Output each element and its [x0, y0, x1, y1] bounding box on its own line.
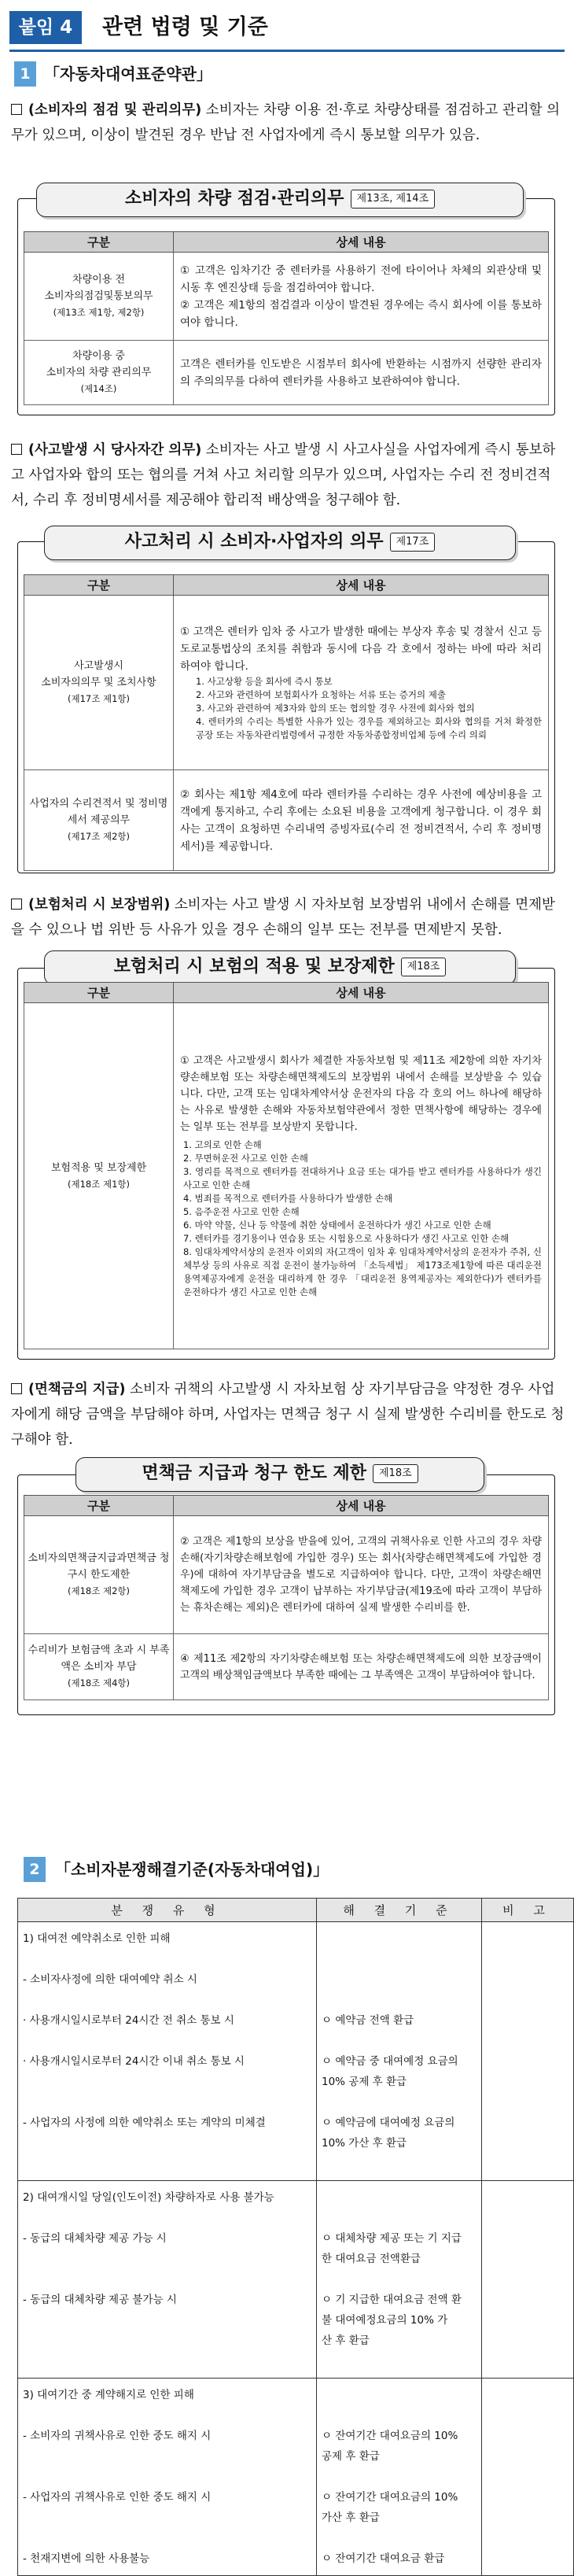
insurance-scope-table	[24, 982, 549, 1349]
row-category: 소비자의면책금지급과면책금 청구시 한도제한 (제18조 제2항)	[24, 1516, 174, 1634]
row-category: 수리비가 보험금액 초과 시 부족액은 소비자 부담 (제18조 제4항)	[24, 1634, 174, 1700]
page-header	[0, 0, 574, 52]
row-detail: ② 고객은 제1항의 보상을 받을에 있어, 고객의 귀책사유로 인한 사고의 경우 차량손해(자기차량손해보험에 가입한 경우) 또는 회사(차량손해면책제도에 가입한 경우)에 대하여 자기부담금을 별도로 지급하여야 합니다. 다만, 고객이 차량손해면책제도에 가입한 경우 고객이 납부하는 자기부담금(제19조에 따라 고객이 부담하는 휴차손해는 제외)은 렌터카에 대하여 실제 발생한 수리비를 한.	[174, 1516, 549, 1634]
col-header-detail: 상세 내용	[174, 983, 549, 1003]
section-number: 1	[14, 61, 36, 87]
paragraph-heading: (소비자의 점검 및 관리의무)	[28, 102, 202, 118]
box-title-banner	[36, 183, 524, 217]
box-title: 면책금 지급과 청구 한도 제한	[142, 1463, 366, 1483]
detail-item: 2. 사고와 관련하여 보험회사가 요청하는 서류 또는 증거의 제출	[196, 689, 446, 700]
inspection-duty-table	[24, 231, 549, 405]
col-header-detail: 상세 내용	[174, 575, 549, 596]
box-title: 사고처리 시 소비자·사업자의 의무	[124, 532, 384, 552]
detail-item: 5. 음주운전 사고로 인한 손해	[183, 1206, 300, 1217]
article-ref: 제18조	[401, 958, 447, 976]
box-title: 보험처리 시 보험의 적용 및 보장제한	[113, 957, 395, 976]
resolution-cell: ㅇ 대체차량 제공 또는 기 지급 한 대여요금 전액환급 ㅇ 기 지급한 대여요금 전액 환 불 대여예정요금의 10% 가 산 후 환급	[317, 2181, 482, 2379]
row-category: 사고발생시 소비자의의무 및 조치사항 (제17조 제1항)	[24, 596, 174, 770]
paragraph-text: 소비자는 사고 발생 시 자차보험 보장범위 내에서 손해를 면제받을 수 있으나 법 위반 등 사유가 있을 경우 손해의 일부 또는 전부를 면제받지 못함.	[11, 897, 555, 938]
table-row	[24, 1634, 549, 1700]
section-title: 「소비자분쟁해결기준(자동차대여업)」	[55, 1860, 329, 1879]
row-detail	[174, 596, 549, 770]
accident-duty-table	[24, 574, 549, 871]
paragraph-deductible	[11, 1377, 566, 1452]
table-row	[24, 770, 549, 871]
row-detail: ① 고객은 임차기간 중 렌터카를 사용하기 전에 타이어나 차체의 외관상태 및 시동 후 엔진상태 등을 점검하여야 합니다. ② 고객은 제1항의 점검결과 이상이 발견된 경우에는 즉시 회사에 이를 통보하여야 합니다.	[174, 253, 549, 341]
checkbox-bullet-icon	[11, 104, 22, 115]
row-category: 보험적용 및 보장제한 (제18조 제1항)	[24, 1003, 174, 1349]
detail-text: ① 고객은 사고발생시 회사가 체결한 자동차보험 및 제11조 제2항에 의한 자기차량손해보험 또는 차량손해면책제도의 보장범위 내에서 손해를 보상받을 수 있습니다. 다만, 고객 또는 임대차계약서상 운전자의 다음 각 호의 어느 하나에 해당하는 사유로 발생한 손해와 자동차보험약관에서 정한 면책사항에 해당하는 경우에는 일부 또는 전부를 보상받지 못합니다.	[180, 1055, 542, 1133]
box-title-banner	[75, 1457, 484, 1492]
detail-item: 8. 임대차계약서상의 운전자 이외의 자(고객이 임차 후 임대차계약서상의 운전자가 주취, 신체부상 등의 사유로 직접 운전이 불가능하여 「소득세법」 제173조제1항에 따른 대리운전 용역제공자에게 운전을 대리하게 한 경우 「대리운전 용역제공자는 제외한다)가 렌터카를 운전하다가 생긴 사고로 인한 손해	[183, 1246, 542, 1297]
checkbox-bullet-icon	[11, 1383, 22, 1394]
paragraph-inspection-duty	[11, 98, 566, 148]
detail-item: 1. 고의로 인한 손해	[183, 1139, 262, 1150]
detail-item: 4. 범죄를 목적으로 렌터카를 사용하다가 발생한 손해	[183, 1193, 393, 1204]
col-header-dispute-type: 분 쟁 유 형	[18, 1899, 317, 1922]
paragraph-heading: (보험처리 시 보장범위)	[28, 897, 171, 913]
checkbox-bullet-icon	[11, 899, 22, 910]
remarks-cell	[482, 2379, 574, 2576]
row-detail: 고객은 렌터카를 인도받은 시점부터 회사에 반환하는 시점까지 선량한 관리자의 주의의무를 다하여 렌터카를 사용하고 보관하여야 합니다.	[174, 341, 549, 405]
section-title: 「자동차대여표준약관」	[44, 65, 212, 83]
header-divider	[9, 50, 565, 52]
detail-item: 3. 사고와 관련하여 제3자와 합의 또는 협의할 경우 사전에 회사와 협의	[196, 703, 475, 714]
row-category: 사업자의 수리견적서 및 정비명세서 제공의무 (제17조 제2항)	[24, 770, 174, 871]
row-category: 차량이용 중 소비자의 차량 관리의무 (제14조)	[24, 341, 174, 405]
table-row	[24, 1516, 549, 1634]
paragraph-heading: (사고발생 시 당사자간 의무)	[28, 442, 202, 458]
resolution-cell: ㅇ 잔여기간 대여요금의 10% 공제 후 환급 ㅇ 잔여기간 대여요금의 10% 가산 후 환급 ㅇ 잔여기간 대여요금 환급	[317, 2379, 482, 2576]
remarks-cell	[482, 2181, 574, 2379]
detail-text: ① 고객은 렌터카 임차 중 사고가 발생한 때에는 부상자 후송 및 경찰서 신고 등 도로교통법상의 조치를 취함과 동시에 다음 각 호에서 정하는 바에 따라 처리하여야 합니다.	[180, 626, 542, 673]
paragraph-accident-duty	[11, 437, 566, 513]
detail-item: 6. 마약 약물, 신나 등 약물에 취한 상태에서 운전하다가 생긴 사고로 인한 손해	[183, 1220, 491, 1231]
table-row	[18, 1922, 574, 2181]
paragraph-heading: (면책금의 지급)	[28, 1382, 126, 1397]
dispute-type-cell: 1) 대여전 예약취소로 인한 피해 - 소비자사정에 의한 대여예약 취소 시 · 사용개시일시로부터 24시간 전 취소 통보 시 · 사용개시일시로부터 24시간 이내 취소 통보 시 - 사업자의 사정에 의한 예약취소 또는 계약의 미체결	[18, 1922, 317, 2181]
table-row	[18, 2181, 574, 2379]
dispute-resolution-table	[17, 1898, 574, 2576]
col-header-resolution: 해 결 기 준	[317, 1899, 482, 1922]
row-detail	[174, 1003, 549, 1349]
article-ref: 제13조, 제14조	[351, 190, 436, 209]
row-category: 차량이용 전 소비자의점검및통보의무 (제13조 제1항, 제2항)	[24, 253, 174, 341]
col-header-detail: 상세 내용	[174, 232, 549, 253]
paragraph-text: 소비자는 차량 이용 전·후로 차량상태를 점검하고 관리할 의무가 있으며, 이상이 발견된 경우 반납 전 사업자에게 즉시 통보할 의무가 있음.	[11, 102, 561, 143]
box-title: 소비자의 차량 점검·관리의무	[124, 189, 344, 209]
table-row	[24, 341, 549, 405]
row-detail: ② 회사는 제1항 제4호에 따라 렌터카를 수리하는 경우 사전에 예상비용을 고객에게 통지하고, 수리 후에는 소요된 비용을 고객에게 청구합니다. 이 경우 회사는 고객이 요청하면 수리내역 증빙자료(수리 전 정비견적서, 수리 후 정비명세서)를 제공합니다.	[174, 770, 549, 871]
table-row	[18, 2379, 574, 2576]
col-header-category: 구분	[24, 1496, 174, 1516]
box-title-banner	[44, 950, 516, 985]
detail-item: 1. 사고상황 등을 회사에 즉시 통보	[196, 676, 333, 687]
table-row	[24, 596, 549, 770]
col-header-category: 구분	[24, 232, 174, 253]
row-detail: ④ 제11조 제2항의 자기차량손해보험 또는 차량손해면책제도에 의한 보장금액이 고객의 배상책임금액보다 부족한 때에는 그 부족액은 고객이 부담하여야 합니다.	[174, 1634, 549, 1700]
dispute-type-cell: 3) 대여기간 중 계약해지로 인한 피해 - 소비자의 귀책사유로 인한 중도 해지 시 - 사업자의 귀책사유로 인한 중도 해지 시 - 천재지변에 의한 사용불능	[18, 2379, 317, 2576]
detail-item: 7. 렌터카를 경기용이나 연습용 또는 시험용으로 사용하다가 생긴 사고로 인한 손해	[183, 1233, 510, 1244]
table-header-row	[18, 1899, 574, 1922]
article-ref: 제17조	[390, 533, 436, 552]
checkbox-bullet-icon	[11, 444, 22, 455]
section-number: 2	[24, 1857, 46, 1882]
paragraph-text: 소비자는 사고 발생 시 사고사실을 사업자에게 즉시 통보하고 사업자와 합의 또는 협의를 거쳐 사고 처리할 의무가 있으며, 사업자는 수리 전 정비견적서, 수리 후 정비명세서를 제공해야 합리적 배상액을 청구해야 함.	[11, 442, 556, 508]
dispute-type-cell: 2) 대여개시일 당일(인도이전) 차량하자로 사용 불가능 - 동급의 대체차량 제공 가능 시 - 동급의 대체차량 제공 불가능 시	[18, 2181, 317, 2379]
page-title: 관련 법령 및 기준	[102, 15, 268, 39]
paragraph-insurance-scope	[11, 892, 566, 943]
col-header-detail: 상세 내용	[174, 1496, 549, 1516]
detail-item: 4. 렌터카의 수리는 특별한 사유가 있는 경우를 제외하고는 회사와 협의를 거쳐 확정한 공장 또는 자동차관리법령에서 규정한 자동차종합정비업체 등에 수리 의뢰	[196, 716, 542, 740]
deductible-table	[24, 1495, 549, 1700]
col-header-category: 구분	[24, 983, 174, 1003]
col-header-category: 구분	[24, 575, 174, 596]
article-ref: 제18조	[373, 1464, 418, 1483]
col-header-remarks: 비 고	[482, 1899, 574, 1922]
box-title-banner	[44, 526, 516, 560]
paragraph-text: 소비자 귀책의 사고발생 시 자차보험 상 자기부담금을 약정한 경우 사업자에게 해당 금액을 부담해야 하며, 사업자는 면책금 청구 시 실제 발생한 수리비를 한도로 청구해야 함.	[11, 1382, 565, 1448]
attachment-badge: 붙임 4	[9, 11, 82, 44]
detail-item: 2. 무면허운전 사고로 인한 손해	[183, 1153, 308, 1164]
resolution-cell: ㅇ 예약금 전액 환급 ㅇ 예약금 중 대여예정 요금의 10% 공제 후 환급 ㅇ 예약금에 대여예정 요금의 10% 가산 후 환급	[317, 1922, 482, 2181]
table-row	[24, 253, 549, 341]
table-row	[24, 1003, 549, 1349]
detail-item: 3. 영리를 목적으로 렌터카를 전대하거나 요금 또는 대가를 받고 렌터카를 사용하다가 생긴 사고로 인한 손해	[183, 1166, 542, 1190]
remarks-cell	[482, 1922, 574, 2181]
